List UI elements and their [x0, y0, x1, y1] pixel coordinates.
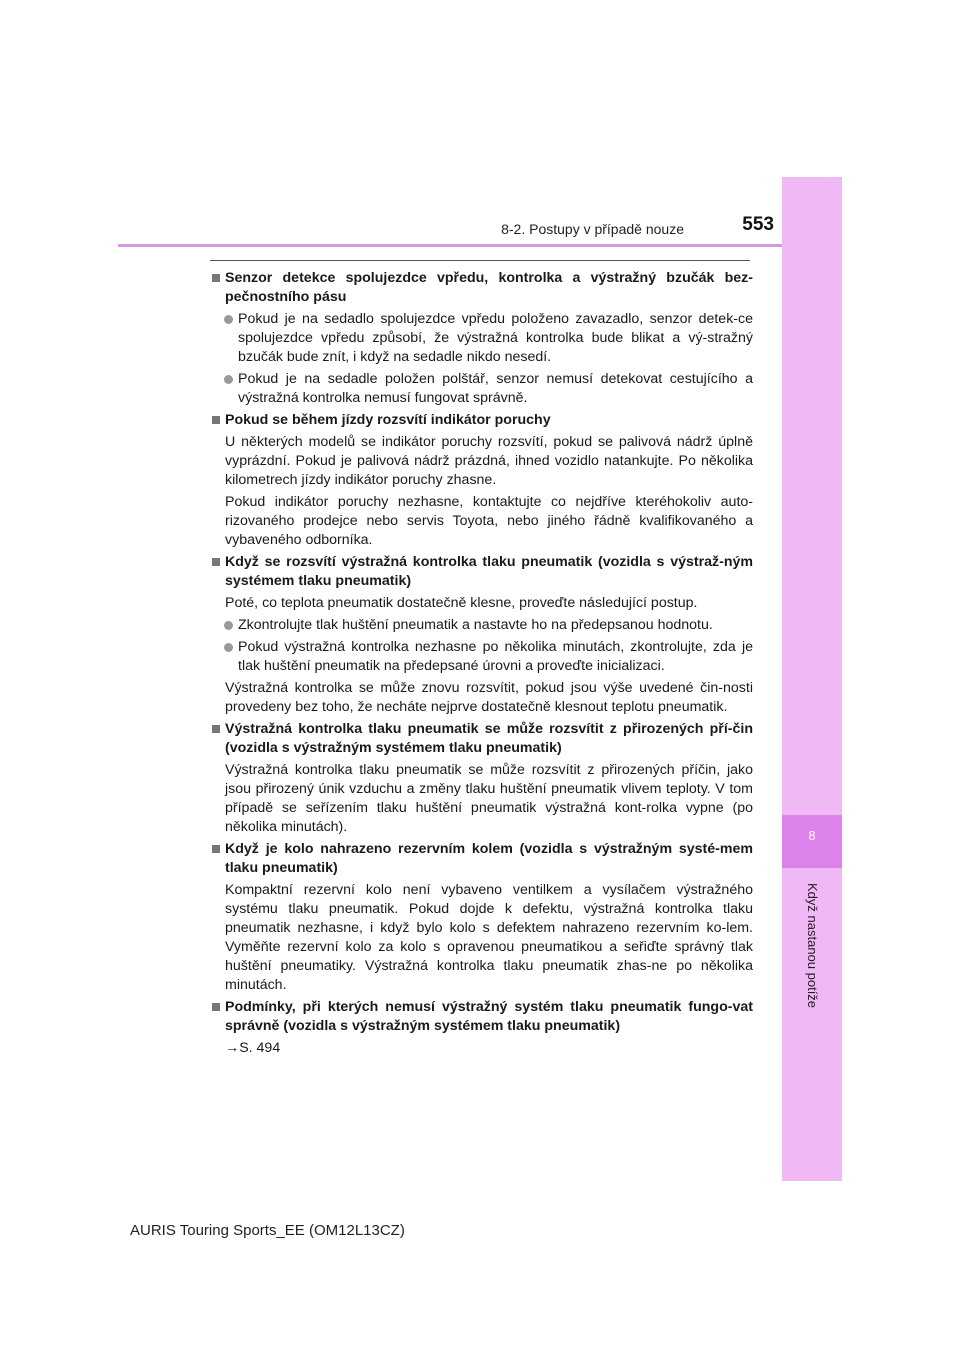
chapter-label: Když nastanou potíže	[805, 883, 820, 1009]
paragraph: Poté, co teplota pneumatik dostatečně klesne, proveďte následující postup.	[225, 595, 698, 611]
header-rule	[118, 244, 782, 247]
section-heading: Senzor detekce spolujezdce vpředu, kontrolka a výstražný bzučák bez-pečnostního pásu	[210, 269, 753, 307]
square-bullet-icon	[212, 416, 220, 424]
square-bullet-icon	[212, 845, 220, 853]
circle-bullet-icon	[224, 643, 233, 652]
bullet-item: Pokud je na sedadlo spolujezdce vpředu položeno zavazadlo, senzor detek-ce spolujezdce vpředu způsobí, že výstražná kontrolka bude blikat a vý-stražný bzučák bude znít, i když na sedadle nikdo nesedí.	[210, 310, 753, 367]
page-content	[210, 266, 753, 1061]
square-bullet-icon	[212, 558, 220, 566]
paragraph: Výstražná kontrolka tlaku pneumatik se může rozsvítit z přirozených příčin, jako jsou přirozený únik vzduchu a změny tlaku huštění pneumatik vlivem teploty. V tom případě se seřízením tlaku huštění pneumatik výstražná kont-rolka vypne (po několika minutách).	[225, 762, 753, 835]
footer-model-code: AURIS Touring Sports_EE (OM12L13CZ)	[130, 1222, 405, 1239]
paragraph: U některých modelů se indikátor poruchy rozsvítí, pokud se palivová nádrž úplně vyprázdní. Pokud je palivová nádrž prázdná, ihned vozidlo natankujte. Po několika kilometrech jízdy indikátor poruchy zhasne.	[225, 434, 753, 488]
chapter-number: 8	[808, 828, 816, 843]
section-heading: Pokud se během jízdy rozsvítí indikátor poruchy	[210, 411, 753, 430]
square-bullet-icon	[212, 725, 220, 733]
bullet-item: Pokud výstražná kontrolka nezhasne po několika minutách, zkontrolujte, zda je tlak huštění pneumatik na předepsané úrovni a proveďte inicializaci.	[210, 638, 753, 676]
chapter-side-strip	[782, 177, 842, 1181]
section-title: 8-2. Postupy v případě nouze	[501, 221, 684, 237]
paragraph: Kompaktní rezervní kolo není vybaveno ventilkem a vysílačem výstražného systému tlaku pneumatik. Pokud dojde k defektu, výstražná kontrolka tlaku pneumatik nezhasne, i když bylo kolo s defektem nahrazeno rezervním ko-lem. Vyměňte rezervní kolo za kolo s opravenou pneumatikou a seřiďte správný tlak huštění pneumatiky. Výstražná kontrolka tlaku pneumatik zhas-ne po několika minutách.	[225, 882, 753, 993]
content-rule	[210, 260, 750, 261]
bullet-item: Pokud je na sedadle položen polštář, senzor nemusí detekovat cestujícího a výstražná kontrolka nemusí fungovat správně.	[210, 370, 753, 408]
circle-bullet-icon	[224, 621, 233, 630]
section-heading: Když se rozsvítí výstražná kontrolka tlaku pneumatik (vozidla s výstraž-ným systémem tlaku pneumatik)	[210, 553, 753, 591]
square-bullet-icon	[212, 1003, 220, 1011]
paragraph: Pokud indikátor poruchy nezhasne, kontaktujte co nejdříve kteréhokoliv auto-rizovaného prodejce nebo servis Toyota, nebo jiného řádně kvalifikovaného a vybaveného odborníka.	[225, 494, 753, 548]
square-bullet-icon	[212, 274, 220, 282]
section-heading: Podmínky, při kterých nemusí výstražný systém tlaku pneumatik fungo-vat správně (vozidla s výstražným systémem tlaku pneumatik)	[210, 998, 753, 1036]
bullet-item: Zkontrolujte tlak huštění pneumatik a nastavte ho na předepsanou hodnotu.	[210, 616, 753, 635]
section-heading: Když je kolo nahrazeno rezervním kolem (vozidla s výstražným systé-mem tlaku pneumatik)	[210, 840, 753, 878]
page-number: 553	[742, 214, 774, 235]
paragraph: Výstražná kontrolka se může znovu rozsvítit, pokud jsou výše uvedené čin-nosti provedeny bez toho, že necháte nejprve dostatečně klesnout teplotu pneumatik.	[225, 680, 753, 715]
page-reference-link[interactable]: →S. 494	[225, 1040, 281, 1056]
circle-bullet-icon	[224, 315, 233, 324]
circle-bullet-icon	[224, 375, 233, 384]
section-heading: Výstražná kontrolka tlaku pneumatik se může rozsvítit z přirozených pří-čin (vozidla s výstražným systémem tlaku pneumatik)	[210, 720, 753, 758]
